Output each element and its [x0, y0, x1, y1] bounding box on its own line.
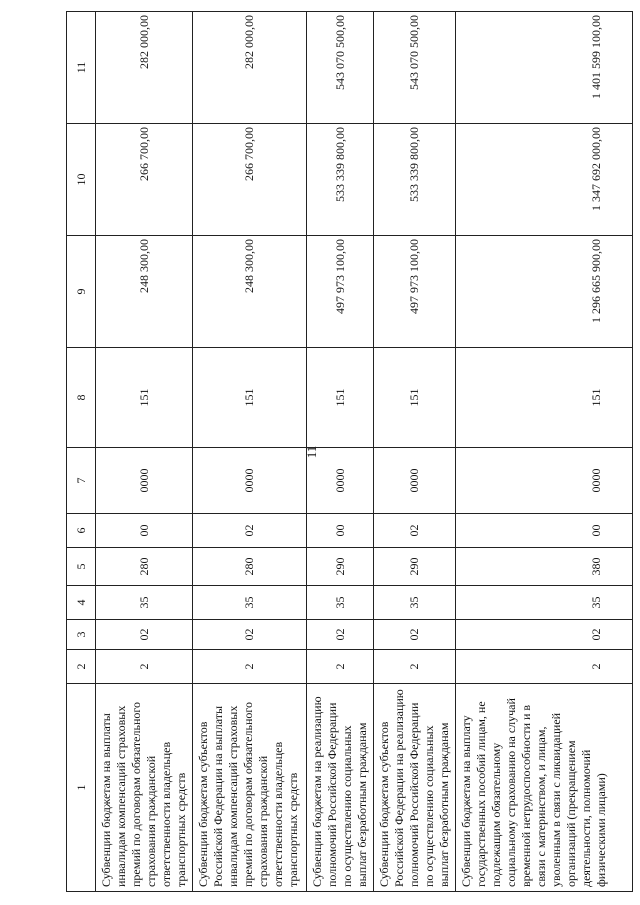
column-header: 1: [67, 684, 96, 892]
amount-cell: 248 300,00: [193, 236, 307, 348]
code-cell: 35: [96, 586, 193, 620]
code-cell: 00: [307, 514, 374, 548]
table-row: [307, 12, 374, 892]
code-cell: 02: [193, 620, 307, 650]
code-cell: 290: [307, 548, 374, 586]
amount-cell: 1 347 692 000,00: [456, 124, 633, 236]
amount-cell: 1 401 599 100,00: [456, 12, 633, 124]
code-cell: 151: [96, 348, 193, 448]
rotated-page: [66, 12, 640, 892]
column-header: 11: [67, 12, 96, 124]
amount-cell: 282 000,00: [96, 12, 193, 124]
column-header: 4: [67, 586, 96, 620]
table-row: [374, 12, 456, 892]
code-cell: 00: [456, 514, 633, 548]
row-name: Субвенции бюджетам на выплату государственных пособий лицам, не подлежащим обязательному социальному страхованию на случай временной нетрудоспособности и в связи с материнством, и лицам, уволенным в связи с ликвидацией организаций (прекращением деятельности, полномочий физическими лицами): [456, 684, 633, 892]
code-cell: 02: [96, 620, 193, 650]
code-cell: 02: [374, 514, 456, 548]
code-cell: 02: [456, 620, 633, 650]
code-cell: 00: [96, 514, 193, 548]
row-name: Субвенции бюджетам на выплаты инвалидам компенсаций страховых премий по договорам обязательного страхования гражданской ответственности владельцев транспортных средств: [96, 684, 193, 892]
code-cell: 2: [374, 650, 456, 684]
code-cell: 35: [193, 586, 307, 620]
code-cell: 2: [307, 650, 374, 684]
header-row: [67, 12, 96, 892]
table-row: [96, 12, 193, 892]
code-cell: 2: [456, 650, 633, 684]
row-name: Субвенции бюджетам субъектов Российской Федерации на реализацию полномочий Российской Федерации по осуществлению социальных выплат безработным гражданам: [374, 684, 456, 892]
code-cell: 2: [193, 650, 307, 684]
code-cell: 02: [193, 514, 307, 548]
column-header: 5: [67, 548, 96, 586]
code-cell: 02: [307, 620, 374, 650]
column-header: 2: [67, 650, 96, 684]
code-cell: 35: [456, 586, 633, 620]
column-header: 6: [67, 514, 96, 548]
code-cell: 380: [456, 548, 633, 586]
code-cell: 151: [456, 348, 633, 448]
amount-cell: 543 070 500,00: [374, 12, 456, 124]
code-cell: 280: [96, 548, 193, 586]
code-cell: 280: [193, 548, 307, 586]
column-header: 10: [67, 124, 96, 236]
column-header: 7: [67, 448, 96, 514]
code-cell: 151: [307, 348, 374, 448]
code-cell: 0000: [307, 448, 374, 514]
amount-cell: 266 700,00: [96, 124, 193, 236]
page-number: 11: [304, 445, 319, 459]
code-cell: 151: [193, 348, 307, 448]
code-cell: 290: [374, 548, 456, 586]
row-name: Субвенции бюджетам субъектов Российской Федерации на выплаты инвалидам компенсаций страховых премий по договорам обязательного страхования гражданской ответственности владельцев транспортных средств: [193, 684, 307, 892]
table-row: [193, 12, 307, 892]
amount-cell: 266 700,00: [193, 124, 307, 236]
code-cell: 0000: [193, 448, 307, 514]
budget-table: [66, 11, 633, 892]
amount-cell: 497 973 100,00: [374, 236, 456, 348]
amount-cell: 543 070 500,00: [307, 12, 374, 124]
amount-cell: 282 000,00: [193, 12, 307, 124]
code-cell: 0000: [96, 448, 193, 514]
amount-cell: 497 973 100,00: [307, 236, 374, 348]
code-cell: 0000: [374, 448, 456, 514]
row-name: Субвенции бюджетам на реализацию полномочий Российской Федерации по осуществлению социальных выплат безработным гражданам: [307, 684, 374, 892]
amount-cell: 248 300,00: [96, 236, 193, 348]
code-cell: 0000: [456, 448, 633, 514]
table-row: [456, 12, 633, 892]
code-cell: 35: [374, 586, 456, 620]
code-cell: 151: [374, 348, 456, 448]
column-header: 3: [67, 620, 96, 650]
amount-cell: 1 296 665 900,00: [456, 236, 633, 348]
column-header: 9: [67, 236, 96, 348]
code-cell: 2: [96, 650, 193, 684]
column-header: 8: [67, 348, 96, 448]
amount-cell: 533 339 800,00: [307, 124, 374, 236]
code-cell: 35: [307, 586, 374, 620]
amount-cell: 533 339 800,00: [374, 124, 456, 236]
code-cell: 02: [374, 620, 456, 650]
